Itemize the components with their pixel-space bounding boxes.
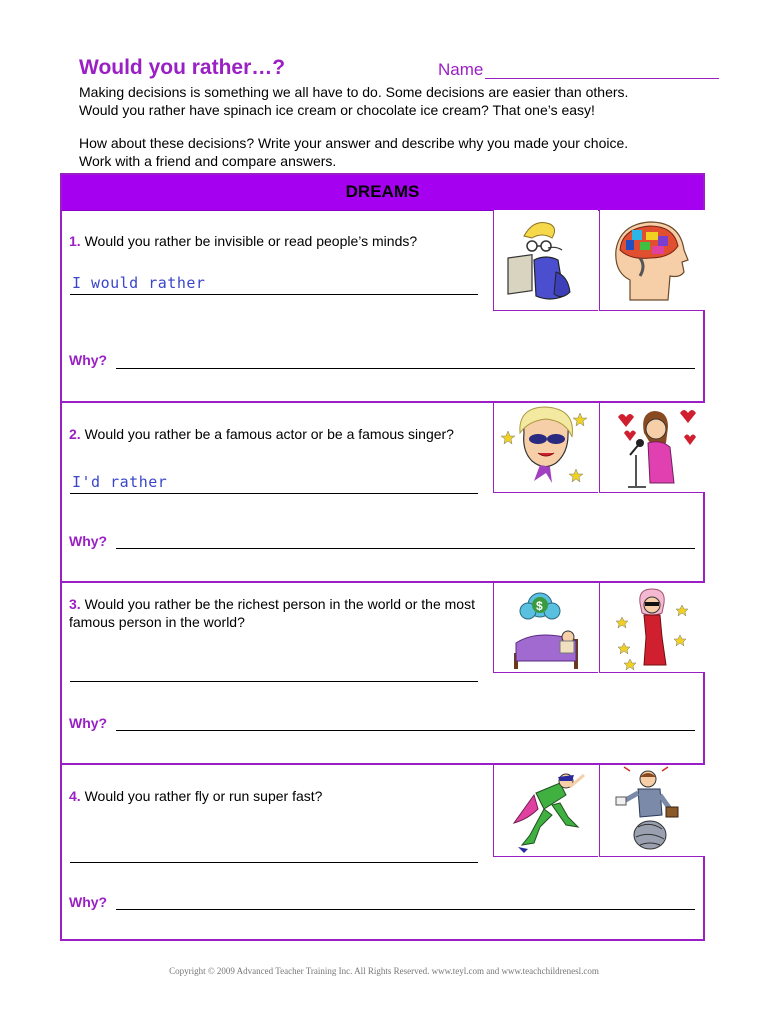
answer-text: I'd rather xyxy=(72,473,168,491)
intro-line-3: How about these decisions? Write your answer and describe why you made your choice. xyxy=(79,135,629,151)
name-label: Name xyxy=(438,60,484,79)
question-block-2 xyxy=(62,403,703,583)
question-number: 2. xyxy=(69,426,81,442)
answer-field[interactable] xyxy=(70,661,478,682)
running-businessman-icon xyxy=(599,765,705,857)
famous-person-icon xyxy=(599,583,705,673)
brain-head-icon xyxy=(599,210,705,311)
question-text xyxy=(69,595,489,631)
why-answer-line[interactable] xyxy=(116,368,695,369)
question-block-4 xyxy=(62,765,703,941)
why-label: Why? xyxy=(69,533,108,549)
question-text xyxy=(69,787,489,805)
answer-field[interactable] xyxy=(70,274,478,295)
why-label: Why? xyxy=(69,352,108,368)
flying-superhero-icon xyxy=(493,765,598,857)
section-title: DREAMS xyxy=(345,182,420,201)
question-number: 4. xyxy=(69,788,81,804)
intro-line-1: Making decisions is something we all have to do. Some decisions are easier than others. xyxy=(79,84,629,100)
svg-text:$: $ xyxy=(536,599,543,613)
answer-field[interactable] xyxy=(70,473,478,494)
answer-field[interactable] xyxy=(70,842,478,863)
why-label: Why? xyxy=(69,715,108,731)
question-number: 1. xyxy=(69,233,81,249)
question-prompt: Would you rather be invisible or read people’s minds? xyxy=(80,233,418,249)
why-label: Why? xyxy=(69,894,108,910)
copyright-footer: Copyright © 2009 Advanced Teacher Training Inc. All Rights Reserved. www.teyl.com and www.teachchildrenesl.com xyxy=(169,966,599,976)
name-field[interactable] xyxy=(438,60,719,82)
question-prompt: Would you rather fly or run super fast? xyxy=(80,788,323,804)
question-prompt: Would you rather be the richest person in the world or the most famous person in the world? xyxy=(69,596,475,630)
question-block-1 xyxy=(62,210,703,403)
page-title: Would you rather…? xyxy=(79,56,286,79)
question-number: 3. xyxy=(69,596,81,612)
intro-line-4: Work with a friend and compare answers. xyxy=(79,153,337,169)
section-header xyxy=(62,175,703,211)
invisible-person-icon xyxy=(493,210,598,311)
question-block-3 xyxy=(62,583,703,765)
why-answer-line[interactable] xyxy=(116,548,695,549)
question-text xyxy=(69,425,489,443)
worksheet-table xyxy=(60,173,705,941)
question-prompt: Would you rather be a famous actor or be a famous singer? xyxy=(80,426,454,442)
answer-text: I would rather xyxy=(72,274,206,292)
dreaming-money-icon xyxy=(493,583,598,673)
intro-line-2: Would you rather have spinach ice cream or chocolate ice cream? That one’s easy! xyxy=(79,102,595,118)
singer-microphone-icon xyxy=(599,403,705,493)
name-underline[interactable] xyxy=(485,78,719,79)
question-text xyxy=(69,232,489,250)
why-answer-line[interactable] xyxy=(116,909,695,910)
actor-star-icon xyxy=(493,403,598,493)
why-answer-line[interactable] xyxy=(116,730,695,731)
